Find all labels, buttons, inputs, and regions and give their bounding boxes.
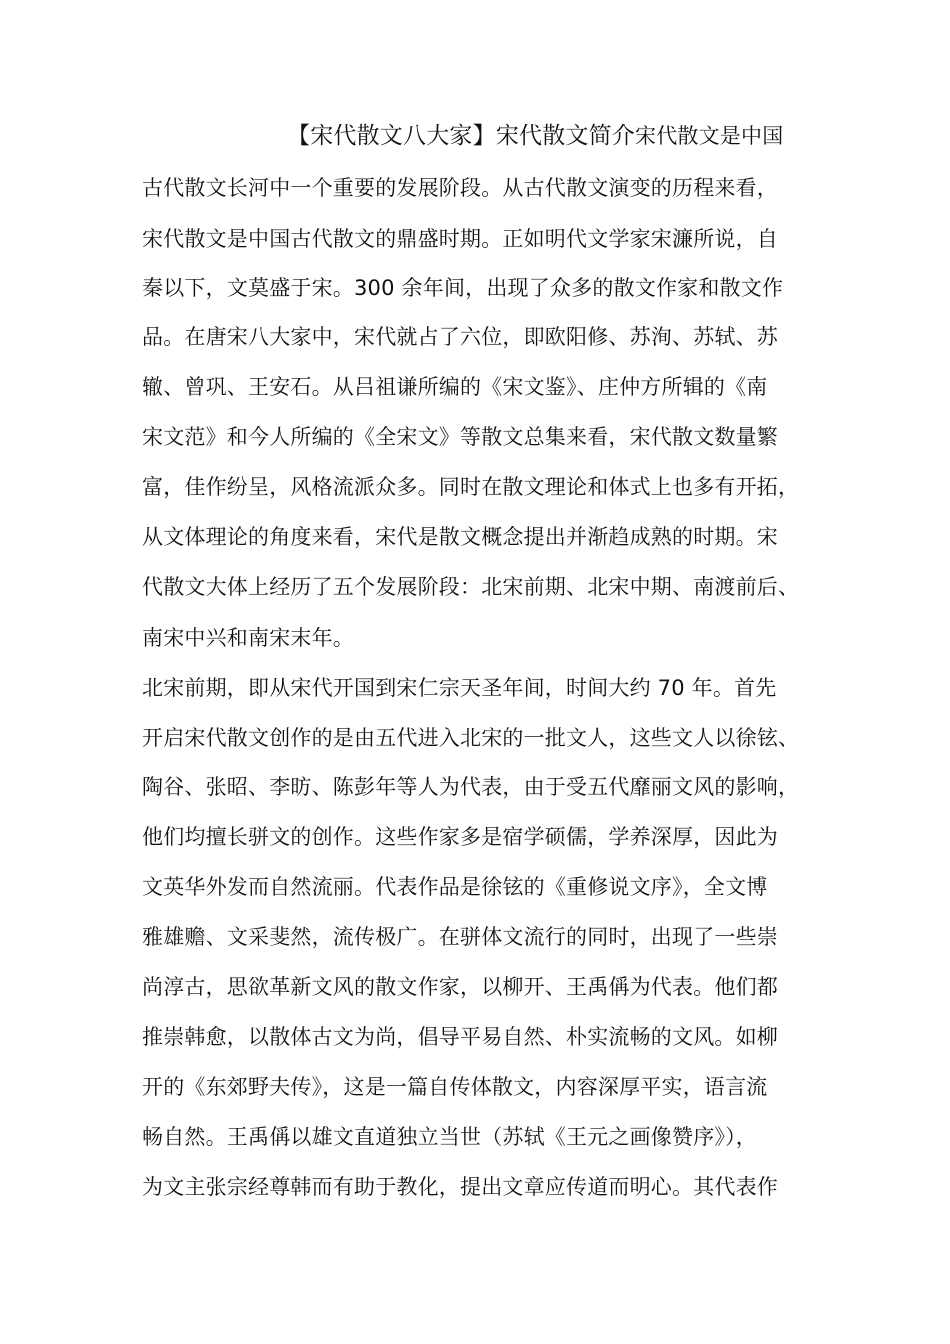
- paragraph-line: 代散文大体上经历了五个发展阶段：北宋前期、北宋中期、南渡前后、: [142, 575, 800, 599]
- first-line: [287, 122, 950, 150]
- paragraph-line: 畅自然。王禹偁以雄文直道独立当世（苏轼《王元之画像赞序》），: [142, 1125, 757, 1149]
- title-main: 宋代散文简介: [495, 123, 636, 149]
- paragraph-line: 古代散文长河中一个重要的发展阶段。从古代散文演变的历程来看，: [142, 176, 778, 200]
- paragraph-line: 宋代散文是中国古代散文的鼎盛时期。正如明代文学家宋濂所说，自: [142, 227, 778, 251]
- paragraph-line: 辙、曾巩、王安石。从吕祖谦所编的《宋文鉴》、庄仲方所辑的《南: [142, 375, 768, 399]
- paragraph-line: 秦以下，文莫盛于宋。300 余年间，出现了众多的散文作家和散文作: [142, 276, 784, 300]
- paragraph-line: 雅雄赡、文采斐然，流传极广。在骈体文流行的同时，出现了一些崇: [142, 925, 778, 949]
- paragraph-line: 富，佳作纷呈，风格流派众多。同时在散文理论和体式上也多有开拓，: [142, 475, 800, 499]
- paragraph-line: 开的《东郊野夫传》，这是一篇自传体散文，内容深厚平实，语言流: [142, 1075, 768, 1099]
- paragraph-line: 宋文范》和今人所编的《全宋文》等散文总集来看，宋代散文数量繁: [142, 425, 778, 449]
- paragraph-line: 推崇韩愈，以散体古文为尚，倡导平易自然、朴实流畅的文风。如柳: [142, 1025, 778, 1049]
- paragraph-line: 从文体理论的角度来看，宋代是散文概念提出并渐趋成熟的时期。宋: [142, 525, 778, 549]
- paragraph-line: 北宋前期，即从宋代开国到宋仁宗天圣年间，时间大约 70 年。首先: [142, 676, 777, 700]
- paragraph-line: 尚淳古，思欲革新文风的散文作家，以柳开、王禹偁为代表。他们都: [142, 975, 778, 999]
- paragraph-line: 开启宋代散文创作的是由五代进入北宋的一批文人，这些文人以徐铉、: [142, 726, 800, 750]
- paragraph-line: 文英华外发而自然流丽。代表作品是徐铉的《重修说文序》，全文博: [142, 875, 768, 899]
- paragraph-line: 为文主张宗经尊韩而有助于教化，提出文章应传道而明心。其代表作: [142, 1175, 778, 1199]
- paragraph-line: 品。在唐宋八大家中，宋代就占了六位，即欧阳修、苏洵、苏轼、苏: [142, 325, 778, 349]
- paragraph-line: 陶谷、张昭、李昉、陈彭年等人为代表，由于受五代靡丽文风的影响，: [142, 775, 800, 799]
- paragraph-line: 南宋中兴和南宋末年。: [142, 626, 354, 650]
- paragraph-line: 他们均擅长骈文的创作。这些作家多是宿学硕儒，学养深厚，因此为: [142, 825, 778, 849]
- title-bracket: 【宋代散文八大家】: [287, 123, 496, 149]
- title-tail: 宋代散文是中国: [635, 124, 784, 148]
